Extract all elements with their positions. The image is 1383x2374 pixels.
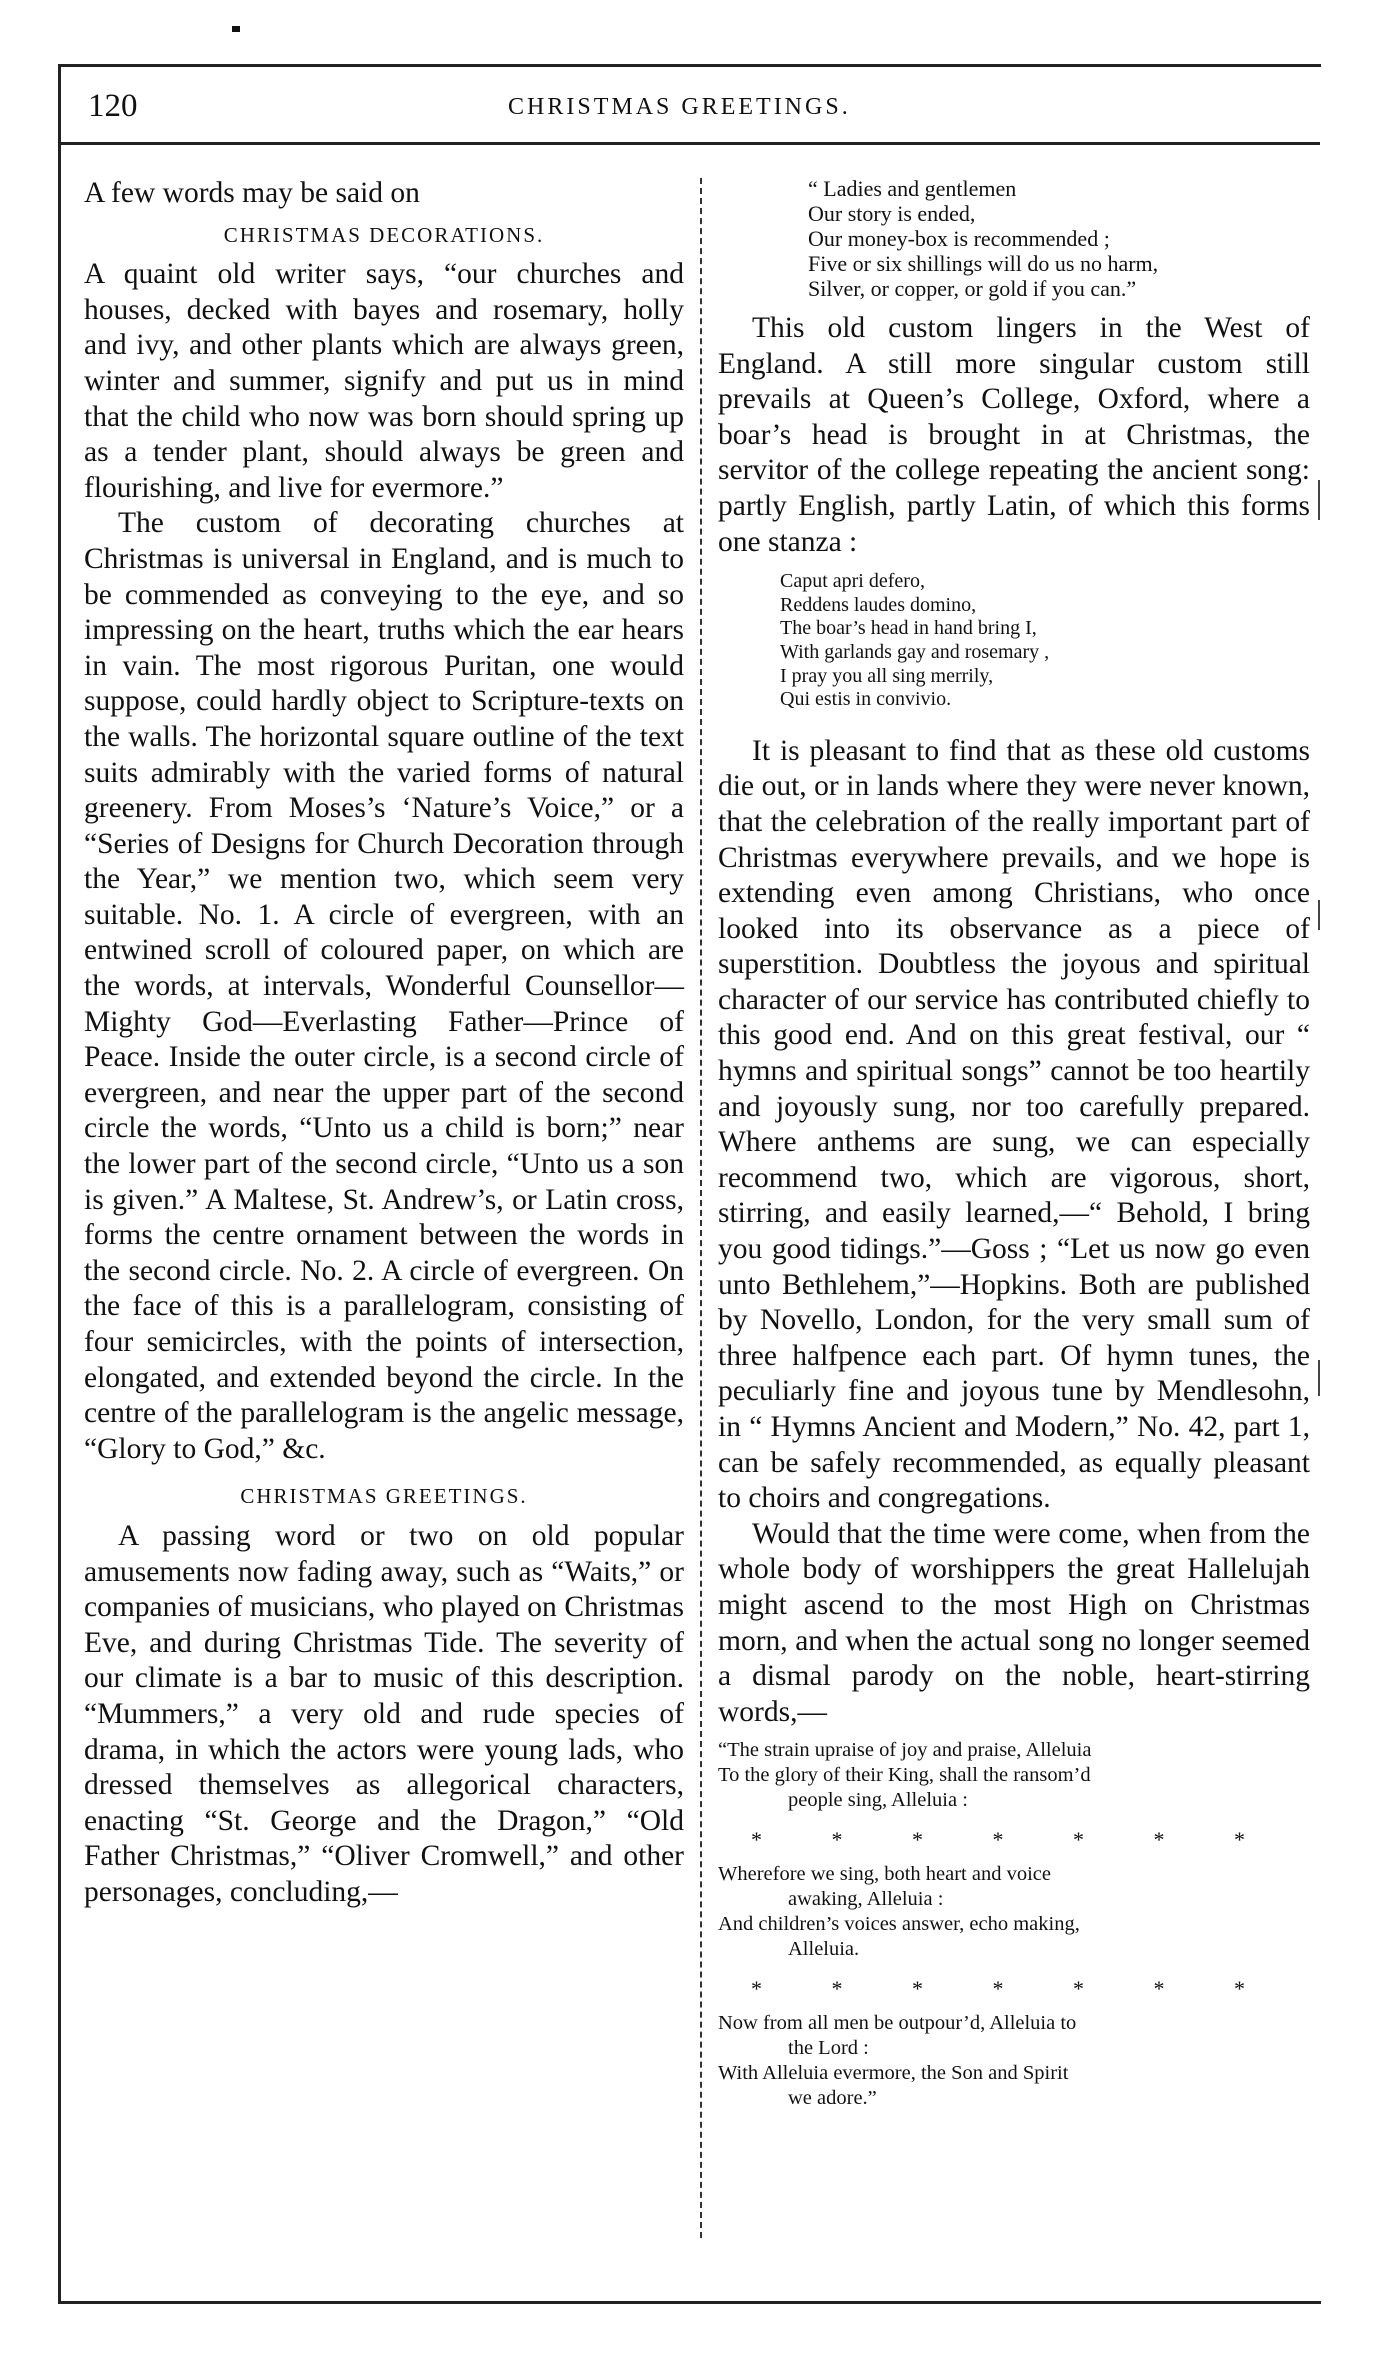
waits-verse: [808, 176, 1310, 301]
hymn-line: “The strain upraise of joy and praise, Alleluia: [718, 1739, 1092, 1762]
stanza-line: With garlands gay and rosemary ,: [780, 640, 1050, 663]
header-rule: [60, 142, 1320, 145]
stanza-line: The boar’s head in hand bring I,: [780, 617, 1037, 640]
hymn-line: To the glory of their King, shall the ransom’d: [718, 1764, 1091, 1787]
column-divider: [700, 178, 702, 2238]
right-column: [718, 176, 1310, 2111]
hymn-line: Alleluia.: [788, 1938, 860, 1961]
paragraph: This old custom lingers in the West of England. A still more singular custom still prevails at Queen’s College, Oxford, where a boar’s head is brought in at Christmas, the servitor of the college repeating the ancient song: partly English, partly Latin, of which this forms one stanza :: [718, 312, 1310, 558]
paragraph: Would that the time were come, when from the whole body of worshippers the great Hallelujah might ascend to the most High on Christmas morn, and when the actual song no longer seemed a dismal parody on the noble, heart-stirring words,—: [718, 1517, 1310, 1728]
hymn-line: And children’s voices answer, echo making,: [718, 1913, 1080, 1936]
paragraph: A quaint old writer says, “our churches and houses, decked with bayes and rosemary, holly and ivy, and other plants which are always green, winter and summer, signify and put us in mind that the child who now was born should spring up as a tender plant, should always be green and flourishing, and live for evermore.”: [84, 258, 684, 504]
hymn-line: Now from all men be outpour’d, Alleluia to: [718, 2012, 1077, 2035]
hymn-line: we adore.”: [788, 2087, 877, 2110]
paragraph: It is pleasant to find that as these old customs die out, or in lands where they were never known, that the celebration of the really important part of Christmas everywhere prevails, and we hope is extending even among Christians, who once looked into its observance as a piece of superstition. Doubtless the joyous and spiritual character of our service has contributed chiefly to this good end. And on this great festival, our “ hymns and spiritual songs” cannot be too heartily and joyously sung, nor too carefully prepared. Where anthems are sung, we can especially recommend two, which are vigorous, short, stirring, and easily learned,—“ Behold, I bring you good tidings.”—Goss ; “Let us now go even unto Bethlehem,”—Hopkins. Both are published by Novello, London, for the very small sum of three halfpence each part. Of hymn tunes, the peculiarly fine and joyous tune by Mendlesohn, in “ Hymns Ancient and Modern,” No. 42, part 1, can be safely recommended, as equally pleasant to choirs and congregations.: [718, 734, 1310, 1515]
page-header: [88, 88, 1308, 130]
verse-line: Our money-box is recommended ;: [808, 226, 1110, 251]
stanza-line: Qui estis in convivio.: [780, 688, 952, 711]
verse-line: “ Ladies and gentlemen: [808, 176, 1017, 201]
edge-mark: [1318, 480, 1320, 520]
verse-line: Our story is ended,: [808, 201, 976, 226]
left-column: [84, 176, 684, 1911]
hymn-line: Wherefore we sing, both heart and voice: [718, 1863, 1051, 1886]
hymn-quotation: [718, 1738, 1310, 2111]
verse-line: Silver, or copper, or gold if you can.”: [808, 276, 1137, 301]
hymn-line: the Lord :: [788, 2037, 869, 2060]
hymn-line: people sing, Alleluia :: [788, 1789, 968, 1812]
ellipsis-stars: * * * * * * *: [751, 1827, 1277, 1853]
stanza-line: Caput apri defero,: [780, 570, 925, 593]
section-heading-decorations: CHRISTMAS DECORATIONS.: [223, 222, 545, 247]
ink-speck: [232, 26, 240, 32]
paragraph: The custom of decorating churches at Christmas is universal in England, and is much to be commended as conveying to the eye, and so impressing on the heart, truths which the ear hears in vain. The most rigorous Puritan, one would suppose, could hardly object to Scripture-texts on the walls. The horizontal square outline of the text suits admirably with the varied forms of natural greenery. From Moses’s ‘Nature’s Voice,” or a “Series of Designs for Church Decoration through the Year,” we mention two, which seem very suitable. No. 1. A circle of evergreen, with an entwined scroll of coloured paper, on which are the words, at intervals, Wonderful Counsellor—Mighty God—Everlasting Father—Prince of Peace. Inside the outer circle, is a second circle of evergreen, and near the upper part of the second circle the words, “Unto us a child is born;” near the lower part of the second circle, “Unto us a son is given.” A Maltese, St. Andrew’s, or Latin cross, forms the centre ornament between the words in the second circle. No. 2. A circle of evergreen. On the face of this is a parallelogram, consisting of four semicircles, with the points of intersection, elongated, and extended beyond the circle. In the centre of the parallelogram is the angelic message, “Glory to God,” &c.: [84, 507, 684, 1465]
hymn-line: awaking, Alleluia :: [788, 1888, 944, 1911]
stanza-line: I pray you all sing merrily,: [780, 664, 994, 687]
boars-head-stanza: [780, 570, 1310, 712]
verse-line: Five or six shillings will do us no harm,: [808, 251, 1159, 276]
edge-mark: [1318, 900, 1320, 930]
paragraph: A passing word or two on old popular amusements now fading away, such as “Waits,” or companies of musicians, who played on Christmas Eve, and during Christmas Tide. The severity of our climate is a bar to music of this description. “Mummers,” a very old and rude species of drama, in which the actors were young lads, who dressed themselves as allegorical characters, enacting “St. George and the Dragon,” “Old Father Christmas,” “Oliver Cromwell,” and other personages, concluding,—: [84, 1519, 684, 1908]
running-title: CHRISTMAS GREETINGS.: [508, 94, 851, 120]
edge-mark: [1318, 1360, 1320, 1396]
page-number: 120: [88, 88, 138, 124]
ellipsis-stars: * * * * * * *: [751, 1976, 1277, 2002]
intro-line: A few words may be said on: [84, 177, 420, 209]
hymn-line: With Alleluia evermore, the Son and Spirit: [718, 2062, 1069, 2085]
stanza-line: Reddens laudes domino,: [780, 593, 977, 616]
section-heading-greetings: CHRISTMAS GREETINGS.: [240, 1484, 528, 1509]
